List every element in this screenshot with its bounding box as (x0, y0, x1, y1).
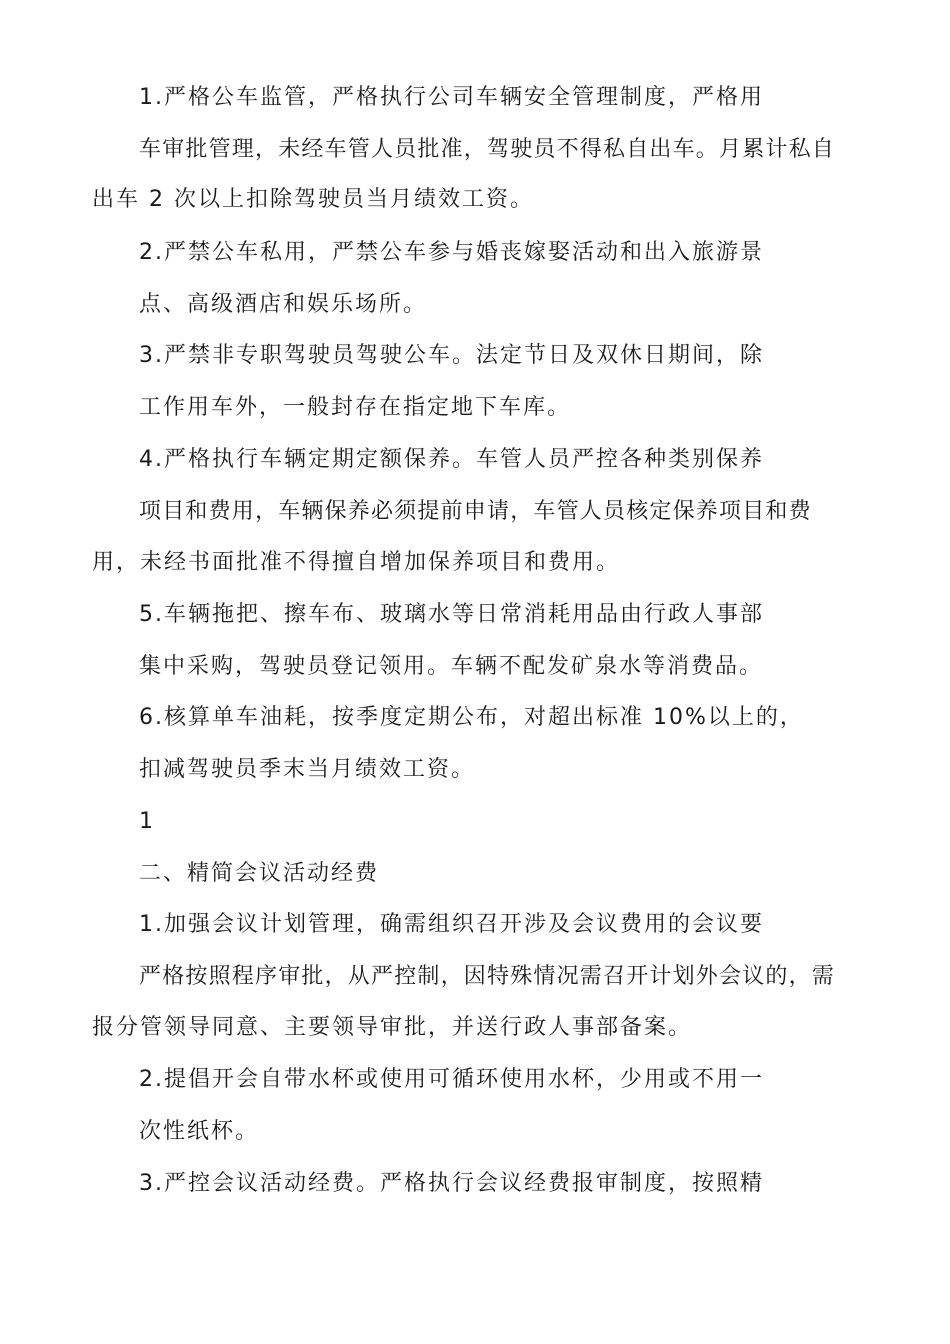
text-line: 工作用车外，一般封存在指定地下车库。 (139, 395, 572, 420)
page-number: 1 (139, 809, 155, 834)
text-line: 用，未经书面批准不得擅自增加保养项目和费用。 (92, 550, 621, 575)
section-heading: 二、精简会议活动经费 (139, 861, 380, 886)
text-line: 1.加强会议计划管理，确需组织召开涉及会议费用的会议要 (139, 912, 764, 937)
text-line: 报分管领导同意、主要领导审批，并送行政人事部备案。 (92, 1015, 693, 1040)
text-line: 2.严禁公车私用，严禁公车参与婚丧嫁娶活动和出入旅游景 (139, 240, 764, 265)
text-line: 3.严控会议活动经费。严格执行会议经费报审制度，按照精 (139, 1171, 764, 1196)
text-line: 4.严格执行车辆定期定额保养。车管人员严控各种类别保养 (139, 447, 764, 472)
text-line: 次性纸杯。 (139, 1119, 260, 1144)
text-line: 1.严格公车监管，严格执行公司车辆安全管理制度，严格用 (139, 85, 764, 110)
text-line: 出车 2 次以上扣除驾驶员当月绩效工资。 (92, 187, 534, 212)
text-line: 项目和费用，车辆保养必须提前申请，车管人员核定保养项目和费 (139, 499, 812, 524)
text-line: 车审批管理，未经车管人员批准，驾驶员不得私自出车。月累计私自 (139, 137, 836, 162)
text-line: 严格按照程序审批，从严控制，因特殊情况需召开计划外会议的，需 (139, 964, 836, 989)
text-line: 点、高级酒店和娱乐场所。 (139, 292, 428, 317)
text-line: 6.核算单车油耗，按季度定期公布，对超出标准 10%以上的， (139, 705, 804, 730)
text-line: 2.提倡开会自带水杯或使用可循环使用水杯，少用或不用一 (139, 1067, 764, 1092)
text-line: 扣减驾驶员季末当月绩效工资。 (139, 757, 476, 782)
text-line: 5.车辆拖把、擦车布、玻璃水等日常消耗用品由行政人事部 (139, 602, 764, 627)
text-line: 集中采购，驾驶员登记领用。车辆不配发矿泉水等消费品。 (139, 654, 764, 679)
text-line: 3.严禁非专职驾驶员驾驶公车。法定节日及双休日期间，除 (139, 343, 764, 368)
